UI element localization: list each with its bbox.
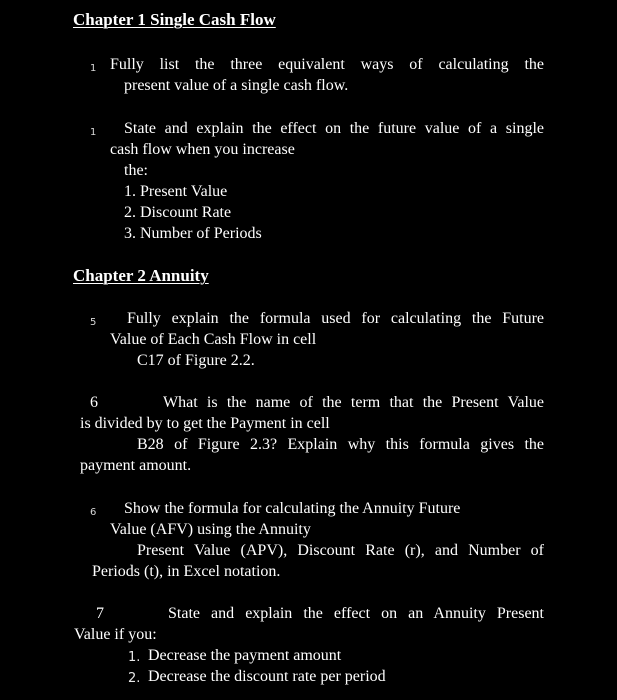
question-text-line: Value (AFV) using the Annuity — [110, 521, 311, 538]
question-text-line: State and explain the effect on the future value of a single — [124, 120, 544, 137]
question-text-line: C17 of Figure 2.2. — [137, 352, 255, 369]
list-item: Decrease the payment amount — [148, 647, 342, 664]
list-item: 1. Present Value — [124, 183, 228, 200]
question-text-line: present value of a single cash flow. — [124, 77, 349, 94]
question-text-line: Present Value (APV), Discount Rate (r), and Number of — [137, 542, 544, 559]
list-item-number: 1. — [128, 650, 141, 665]
chapter-1-heading: Chapter 1 Single Cash Flow — [73, 10, 276, 29]
question-text-line: B28 of Figure 2.3? Explain why this formula gives the — [137, 436, 544, 453]
list-item-number: 2. — [128, 671, 141, 686]
question-text-line: Fully explain the formula used for calculating the Future — [127, 310, 544, 327]
question-text-line: What is the name of the term that the Present Value — [163, 394, 544, 411]
question-number: 1 — [90, 63, 97, 74]
question-text-line: cash flow when you increase — [110, 141, 295, 158]
question-text-line: Fully list the three equivalent ways of calculating the — [110, 56, 544, 73]
question-text-line: State and explain the effect on an Annuity Present — [168, 605, 544, 622]
question-text-line: Periods (t), in Excel notation. — [92, 563, 281, 580]
question-number: 6 — [90, 394, 98, 411]
question-text-line: is divided by to get the Payment in cell — [80, 415, 330, 432]
question-number: 7 — [96, 605, 104, 622]
list-item: 2. Discount Rate — [124, 204, 232, 221]
question-number: 6 — [90, 507, 97, 518]
question-number: 1 — [90, 127, 97, 138]
question-text-line: Show the formula for calculating the Annuity Future — [124, 500, 461, 517]
question-text-line: payment amount. — [80, 457, 192, 474]
list-item: 3. Number of Periods — [124, 225, 262, 242]
chapter-2-heading: Chapter 2 Annuity — [73, 266, 209, 285]
question-text-line: the: — [124, 162, 148, 179]
question-text-line: Value if you: — [74, 626, 157, 643]
question-text-line: Value of Each Cash Flow in cell — [110, 331, 317, 348]
list-item: Decrease the discount rate per period — [148, 668, 386, 685]
question-number: 5 — [90, 317, 97, 328]
